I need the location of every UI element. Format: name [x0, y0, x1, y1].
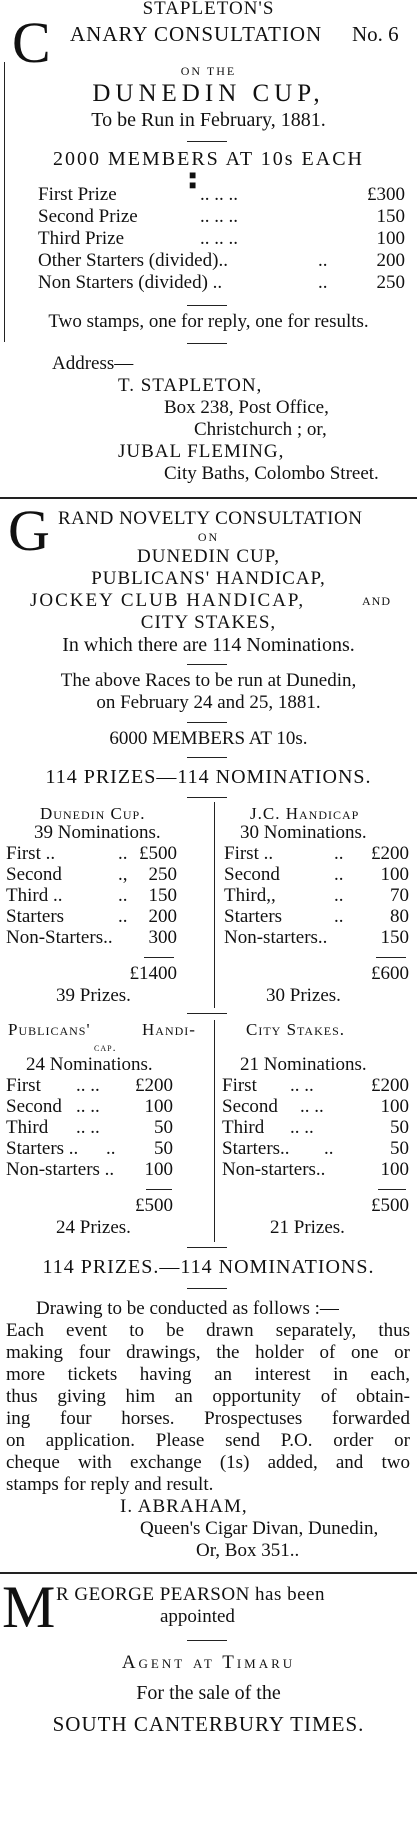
table-row-amount: 150	[380, 927, 409, 948]
ad2-nominations-line: In which there are 114 Nominations.	[62, 634, 355, 656]
table-row-label: Third	[6, 1117, 49, 1138]
table-row-dots: ..	[118, 906, 128, 927]
table-title: cap.	[94, 1040, 117, 1054]
table-row-label: Second	[224, 864, 280, 885]
table-row-label: Second	[222, 1096, 278, 1117]
table-row-dots: .. ..	[290, 1117, 314, 1138]
prize-amount: £300	[367, 184, 405, 205]
table-row-label: Non-starters..	[222, 1159, 326, 1180]
paragraph-line: thus giving him an opportunity of obtain-	[6, 1386, 410, 1407]
table-row-dots: ..	[106, 1138, 116, 1159]
table-nominations: 24 Nominations.	[26, 1054, 153, 1075]
paragraph-line: cheque with exchange (1s) added, and two	[6, 1452, 410, 1473]
table-row-dots: ..	[334, 906, 344, 927]
table-divider	[214, 802, 215, 1008]
table-row-amount: 50	[154, 1117, 173, 1138]
ad2-sig-line: Or, Box 351..	[196, 1540, 300, 1561]
ad2-race: JOCKEY CLUB HANDICAP,	[30, 590, 306, 611]
table-row-dots: .. ..	[76, 1075, 100, 1096]
table-row-label: Non-starters ..	[6, 1159, 115, 1180]
table-row-amount: 150	[148, 885, 177, 906]
ad2-run-line: The above Races to be run at Dunedin,	[60, 670, 357, 691]
prize-amount: 150	[376, 206, 405, 227]
paragraph-line: on application. Please send P.O. order or	[6, 1430, 410, 1451]
separator	[187, 1640, 227, 1641]
prize-amount: 250	[376, 272, 405, 293]
table-row-label: Starters ..	[6, 1138, 79, 1159]
ad1-cup: DUNEDIN CUP,	[92, 80, 325, 107]
table-row-label: Second	[6, 864, 62, 885]
table-prizes: 24 Prizes.	[56, 1217, 131, 1238]
paragraph-line: Drawing to be conducted as follows :—	[36, 1298, 339, 1319]
table-row-amount: 50	[390, 1138, 409, 1159]
table-row-label: First ..	[224, 843, 274, 864]
ad2-signature: I. ABRAHAM,	[120, 1496, 248, 1517]
prize-label: Second Prize	[38, 206, 138, 227]
separator	[187, 305, 227, 306]
ad3-drop-cap: M	[2, 1574, 56, 1640]
separator	[187, 722, 227, 723]
separator	[187, 1013, 227, 1014]
table-row-amount: 70	[390, 885, 409, 906]
table-nominations: 39 Nominations.	[34, 822, 161, 843]
table-row-dots: .. ..	[76, 1096, 100, 1117]
ad1-left-border	[4, 62, 5, 342]
prize-dots: ..	[318, 250, 328, 271]
separator	[187, 797, 227, 798]
ad1-address-label: Address—	[52, 353, 134, 374]
ad1-address-line: JUBAL FLEMING,	[118, 441, 285, 462]
table-row-label: Third	[222, 1117, 265, 1138]
table-row-dots: .. ..	[290, 1075, 314, 1096]
prize-label: Third Prize	[38, 228, 125, 249]
table-row-label: Starters	[6, 906, 65, 927]
table-row-label: First	[6, 1075, 41, 1096]
table-row-amount: 50	[390, 1117, 409, 1138]
separator	[187, 1247, 227, 1248]
table-row-amount: 50	[154, 1138, 173, 1159]
ad2-on: ON	[197, 530, 220, 544]
table-row-amount: 300	[148, 927, 177, 948]
table-row-amount: £200	[371, 1075, 409, 1096]
paragraph-line: making four drawings, the holder of one or	[6, 1342, 410, 1363]
table-title: J.C. Handicap	[250, 804, 360, 823]
ad1-stamps: Two stamps, one for reply, one for results.	[48, 311, 369, 332]
paragraph-line: stamps for reply and result.	[6, 1474, 214, 1495]
table-total: £600	[371, 963, 409, 984]
ad1-ornament: ■ ■	[189, 168, 197, 192]
ad-divider	[0, 497, 417, 499]
ad2-race: CITY STAKES,	[140, 612, 277, 633]
table-row-amount: 200	[148, 906, 177, 927]
prize-label: Other Starters (divided)..	[38, 250, 228, 271]
table-row-label: First	[222, 1075, 257, 1096]
table-total: £500	[371, 1195, 409, 1216]
ad3-line: R GEORGE PEARSON has been	[56, 1584, 325, 1605]
table-prizes: 21 Prizes.	[270, 1217, 345, 1238]
table-prizes: 30 Prizes.	[266, 985, 341, 1006]
ad1-address-line: Christchurch ; or,	[194, 419, 327, 440]
paragraph-line: ing four horses. Prospectuses forwarded	[6, 1408, 410, 1429]
table-row-label: Non-Starters..	[6, 927, 113, 948]
sum-line	[376, 957, 406, 958]
table-row-amount: 100	[380, 864, 409, 885]
table-row-amount: 100	[144, 1159, 173, 1180]
table-row-dots: ..	[334, 885, 344, 906]
table-row-dots: .. ..	[76, 1117, 100, 1138]
table-title: Publicans'	[8, 1020, 91, 1039]
table-row-amount: £500	[139, 843, 177, 864]
table-row-dots: ..	[118, 843, 128, 864]
paragraph-line: Each event to be drawn separately, thus	[6, 1320, 410, 1341]
table-row-amount: £200	[135, 1075, 173, 1096]
table-row-dots: ..	[118, 885, 128, 906]
table-row-label: Second	[6, 1096, 62, 1117]
sum-line	[144, 957, 174, 958]
prize-label: Non Starters (divided) ..	[38, 272, 223, 293]
ad-divider	[0, 1572, 417, 1574]
ad2-title: RAND NOVELTY CONSULTATION	[58, 508, 363, 529]
table-row-label: Third,,	[224, 885, 276, 906]
ad3-line: appointed	[160, 1606, 235, 1627]
table-row-dots: ..	[334, 864, 344, 885]
table-row-amount: 80	[390, 906, 409, 927]
prize-dots: ..	[318, 272, 328, 293]
table-title: Handi-	[142, 1020, 196, 1039]
prize-dots: .. .. ..	[200, 228, 238, 249]
table-row-dots: ..	[324, 1138, 334, 1159]
separator	[187, 141, 227, 142]
ad2-members: 6000 MEMBERS AT 10s.	[109, 728, 308, 749]
paragraph-line: more tickets having an interest in each,	[6, 1364, 410, 1385]
table-row-dots: .. ..	[300, 1096, 324, 1117]
separator	[187, 757, 227, 758]
ad1-on-the: ON THE	[180, 64, 237, 78]
table-row-dots: .,	[118, 864, 128, 885]
separator	[187, 664, 227, 665]
table-row-label: Starters..	[222, 1138, 290, 1159]
table-nominations: 30 Nominations.	[240, 822, 367, 843]
ad1-number: No. 6	[352, 22, 399, 46]
sum-line	[378, 1189, 406, 1190]
table-row-amount: 100	[144, 1096, 173, 1117]
table-divider	[214, 1020, 215, 1242]
ad1-address-line: City Baths, Colombo Street.	[164, 463, 379, 484]
table-row-amount: £200	[371, 843, 409, 864]
table-title: City Stakes.	[246, 1020, 345, 1039]
ad1-members: 2000 MEMBERS AT 10s EACH	[52, 148, 364, 170]
prize-label: First Prize	[38, 184, 117, 205]
ad2-prizes-footer: 114 PRIZES.—114 NOMINATIONS.	[42, 1256, 375, 1278]
prize-amount: 100	[376, 228, 405, 249]
table-row-label: Starters	[224, 906, 283, 927]
table-total: £500	[135, 1195, 173, 1216]
prize-dots: .. .. ..	[200, 184, 238, 205]
ad2-run-line: on February 24 and 25, 1881.	[96, 692, 321, 713]
table-row-label: Third ..	[6, 885, 63, 906]
ad3-paper: SOUTH CANTERBURY TIMES.	[52, 1712, 365, 1736]
ad2-prizes-heading: 114 PRIZES—114 NOMINATIONS.	[45, 766, 372, 788]
table-title: Dunedin Cup.	[40, 804, 146, 823]
ad1-pre-title: STAPLETON'S	[142, 0, 275, 19]
separator	[187, 1288, 227, 1289]
ad1-address-line: T. STAPLETON,	[118, 375, 263, 396]
ad3-agent: Agent at Timaru	[121, 1652, 296, 1673]
ad1-run-date: To be Run in February, 1881.	[91, 109, 326, 131]
table-prizes: 39 Prizes.	[56, 985, 131, 1006]
ad1-address-line: Box 238, Post Office,	[164, 397, 329, 418]
ad1-title: ANARY CONSULTATION	[70, 22, 323, 46]
prize-dots: .. .. ..	[200, 206, 238, 227]
ad2-race: PUBLICANS' HANDICAP,	[91, 568, 326, 589]
separator	[187, 343, 227, 344]
table-row-dots: ..	[334, 843, 344, 864]
table-nominations: 21 Nominations.	[240, 1054, 367, 1075]
table-row-amount: 250	[148, 864, 177, 885]
table-row-amount: 100	[380, 1096, 409, 1117]
table-row-amount: 100	[380, 1159, 409, 1180]
table-total: £1400	[129, 963, 177, 984]
ad2-and: AND	[362, 594, 391, 608]
ad1-drop-cap: C	[12, 10, 51, 75]
table-row-label: First ..	[6, 843, 56, 864]
ad2-race: DUNEDIN CUP,	[137, 546, 280, 567]
sum-line	[146, 1189, 172, 1190]
table-row-label: Non-starters..	[224, 927, 328, 948]
ad3-sale: For the sale of the	[136, 1682, 281, 1704]
ad2-drop-cap: G	[8, 498, 50, 563]
ad2-sig-line: Queen's Cigar Divan, Dunedin,	[140, 1518, 379, 1539]
prize-amount: 200	[376, 250, 405, 271]
